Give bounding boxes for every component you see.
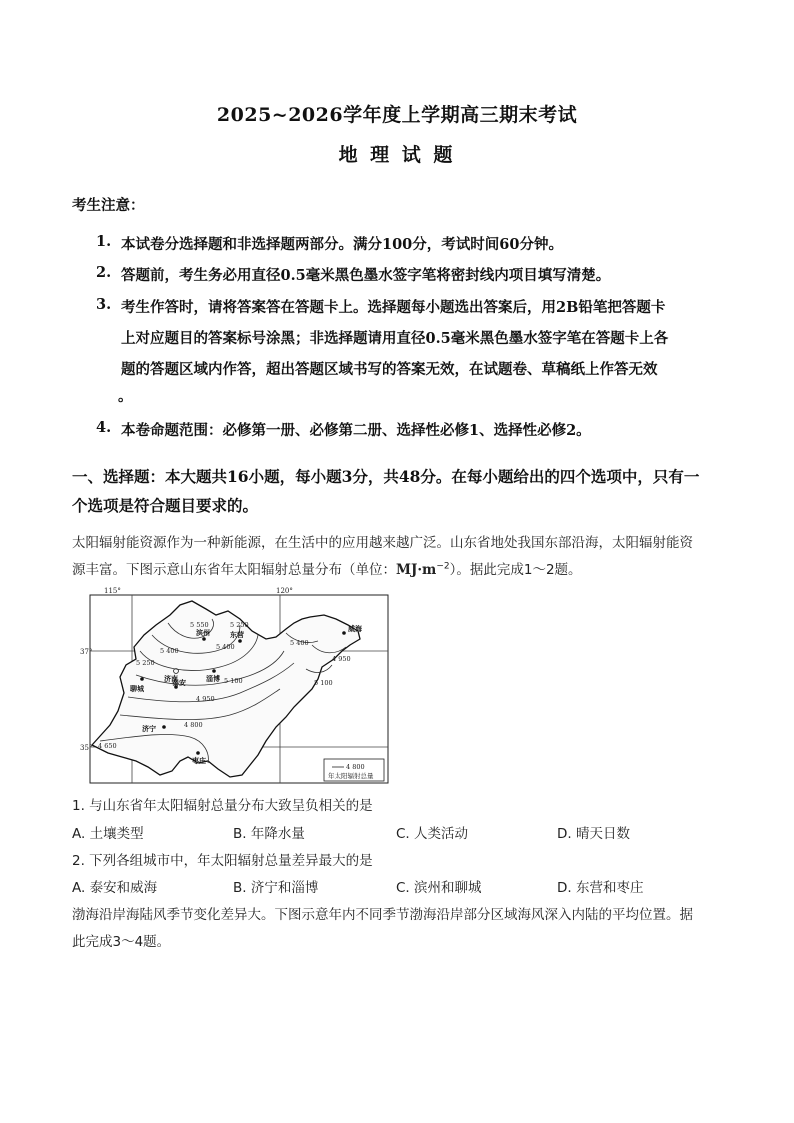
city-marker (212, 669, 216, 673)
notice-item-text: 题的答题区域内作答，超出答题区域书写的答案无效，在试题卷、草稿纸上作答无效 (121, 361, 658, 378)
isoline-value: 5 400 (160, 647, 179, 655)
isoline-value: 4 650 (98, 742, 117, 750)
city-label: 东营 (230, 630, 244, 639)
passage-text (72, 558, 582, 578)
isoline-value: 4 800 (184, 721, 203, 729)
question-option[interactable]: C. 滨州和聊城 (396, 880, 482, 896)
city-marker (140, 677, 144, 681)
city-label: 聊城 (130, 684, 144, 693)
section-heading: 个选项是符合题目要求的。 (72, 496, 259, 515)
exam-subject-title: 地 理 试 题 (338, 144, 456, 166)
city-marker (162, 725, 166, 729)
city-label: 淄博 (206, 674, 220, 683)
isoline-value: 4 950 (332, 655, 351, 663)
notice-item-text: 答题前，考生务必用直径0.5毫米黑色墨水签字笔将密封线内项目填写清楚。 (121, 267, 611, 284)
isoline-value: 4 950 (196, 695, 215, 703)
isoline-value: 5 400 (290, 639, 309, 647)
question-option[interactable]: A. 泰安和威海 (72, 880, 158, 896)
unit-exponent: −2 (436, 561, 450, 572)
question-option[interactable]: B. 年降水量 (233, 826, 305, 842)
isoline-value: 5 550 (190, 621, 209, 629)
isoline-value: 5 250 (230, 621, 249, 629)
notice-item-number: 1. (96, 233, 112, 250)
notice-item-text: 考生作答时，请将答案答在答题卡上。选择题每小题选出答案后，用2B铅笔把答题卡 (121, 299, 666, 316)
city-label: 枣庄 (192, 756, 206, 765)
question-option[interactable]: D. 晴天日数 (557, 826, 630, 842)
passage-text-part: ）。据此完成1～2题。 (449, 562, 582, 578)
section-heading: 一、选择题：本大题共16小题，每小题3分，共48分。在每小题给出的四个选项中，只有一 (72, 467, 700, 486)
passage-text: 太阳辐射能资源作为一种新能源，在生活中的应用越来越广泛。山东省地处我国东部沿海，太阳辐射能资 (72, 535, 693, 551)
question-stem: 2. 下列各组城市中，年太阳辐射总量差异最大的是 (72, 853, 373, 869)
passage-text-part: 源丰富。下图示意山东省年太阳辐射总量分布（单位： (72, 562, 396, 578)
city-label: 威海 (348, 624, 362, 633)
city-label: 济宁 (142, 724, 156, 733)
passage-text: 此完成3～4题。 (72, 934, 171, 950)
city-label: 滨州 (196, 628, 210, 637)
question-option[interactable]: D. 东营和枣庄 (557, 880, 644, 896)
city-marker (202, 637, 206, 641)
passage-text: 渤海沿岸海陆风季节变化差异大。下图示意年内不同季节渤海沿岸部分区域海风深入内陆的平均位置。据 (72, 907, 693, 923)
question-option[interactable]: A. 土壤类型 (72, 826, 144, 842)
latitude-label: 35° (80, 744, 93, 752)
isoline-value: 5 100 (314, 679, 333, 687)
latitude-label: 37° (80, 648, 93, 656)
unit-text: MJ·m (396, 562, 437, 578)
notice-heading: 考生注意： (72, 197, 145, 214)
longitude-label: 115° (104, 587, 121, 595)
notice-item-text: 。 (118, 388, 133, 405)
city-label: 泰安 (172, 678, 186, 687)
city-label: 济南 (164, 674, 178, 683)
notice-item-number: 4. (96, 419, 112, 436)
question-option[interactable]: B. 济宁和淄博 (233, 880, 319, 896)
notice-item-text: 本卷命题范围：必修第一册、必修第二册、选择性必修1、选择性必修2。 (121, 422, 591, 439)
notice-item-text: 本试卷分选择题和非选择题两部分。满分100分，考试时间60分钟。 (121, 236, 563, 253)
legend-value: 4 800 (346, 763, 365, 771)
notice-item-text: 上对应题目的答案标号涂黑；非选择题请用直径0.5毫米黑色墨水签字笔在答题卡上各 (121, 330, 669, 347)
notice-item-number: 3. (96, 296, 112, 313)
city-marker (238, 639, 242, 643)
map-svg (80, 585, 390, 785)
question-stem: 1. 与山东省年太阳辐射总量分布大致呈负相关的是 (72, 798, 373, 814)
legend-label: 年太阳辐射总量 (328, 772, 374, 780)
shandong-solar-radiation-map (80, 585, 390, 785)
isoline-value: 5 400 (216, 643, 235, 651)
isoline-value: 5 100 (224, 677, 243, 685)
exam-title: 2025~2026学年度上学期高三期末考试 (216, 104, 578, 126)
city-marker (342, 631, 346, 635)
longitude-label: 120° (276, 587, 293, 595)
question-option[interactable]: C. 人类活动 (396, 826, 469, 842)
isoline-value: 5 250 (136, 659, 155, 667)
city-marker (196, 751, 200, 755)
notice-item-number: 2. (96, 264, 112, 281)
